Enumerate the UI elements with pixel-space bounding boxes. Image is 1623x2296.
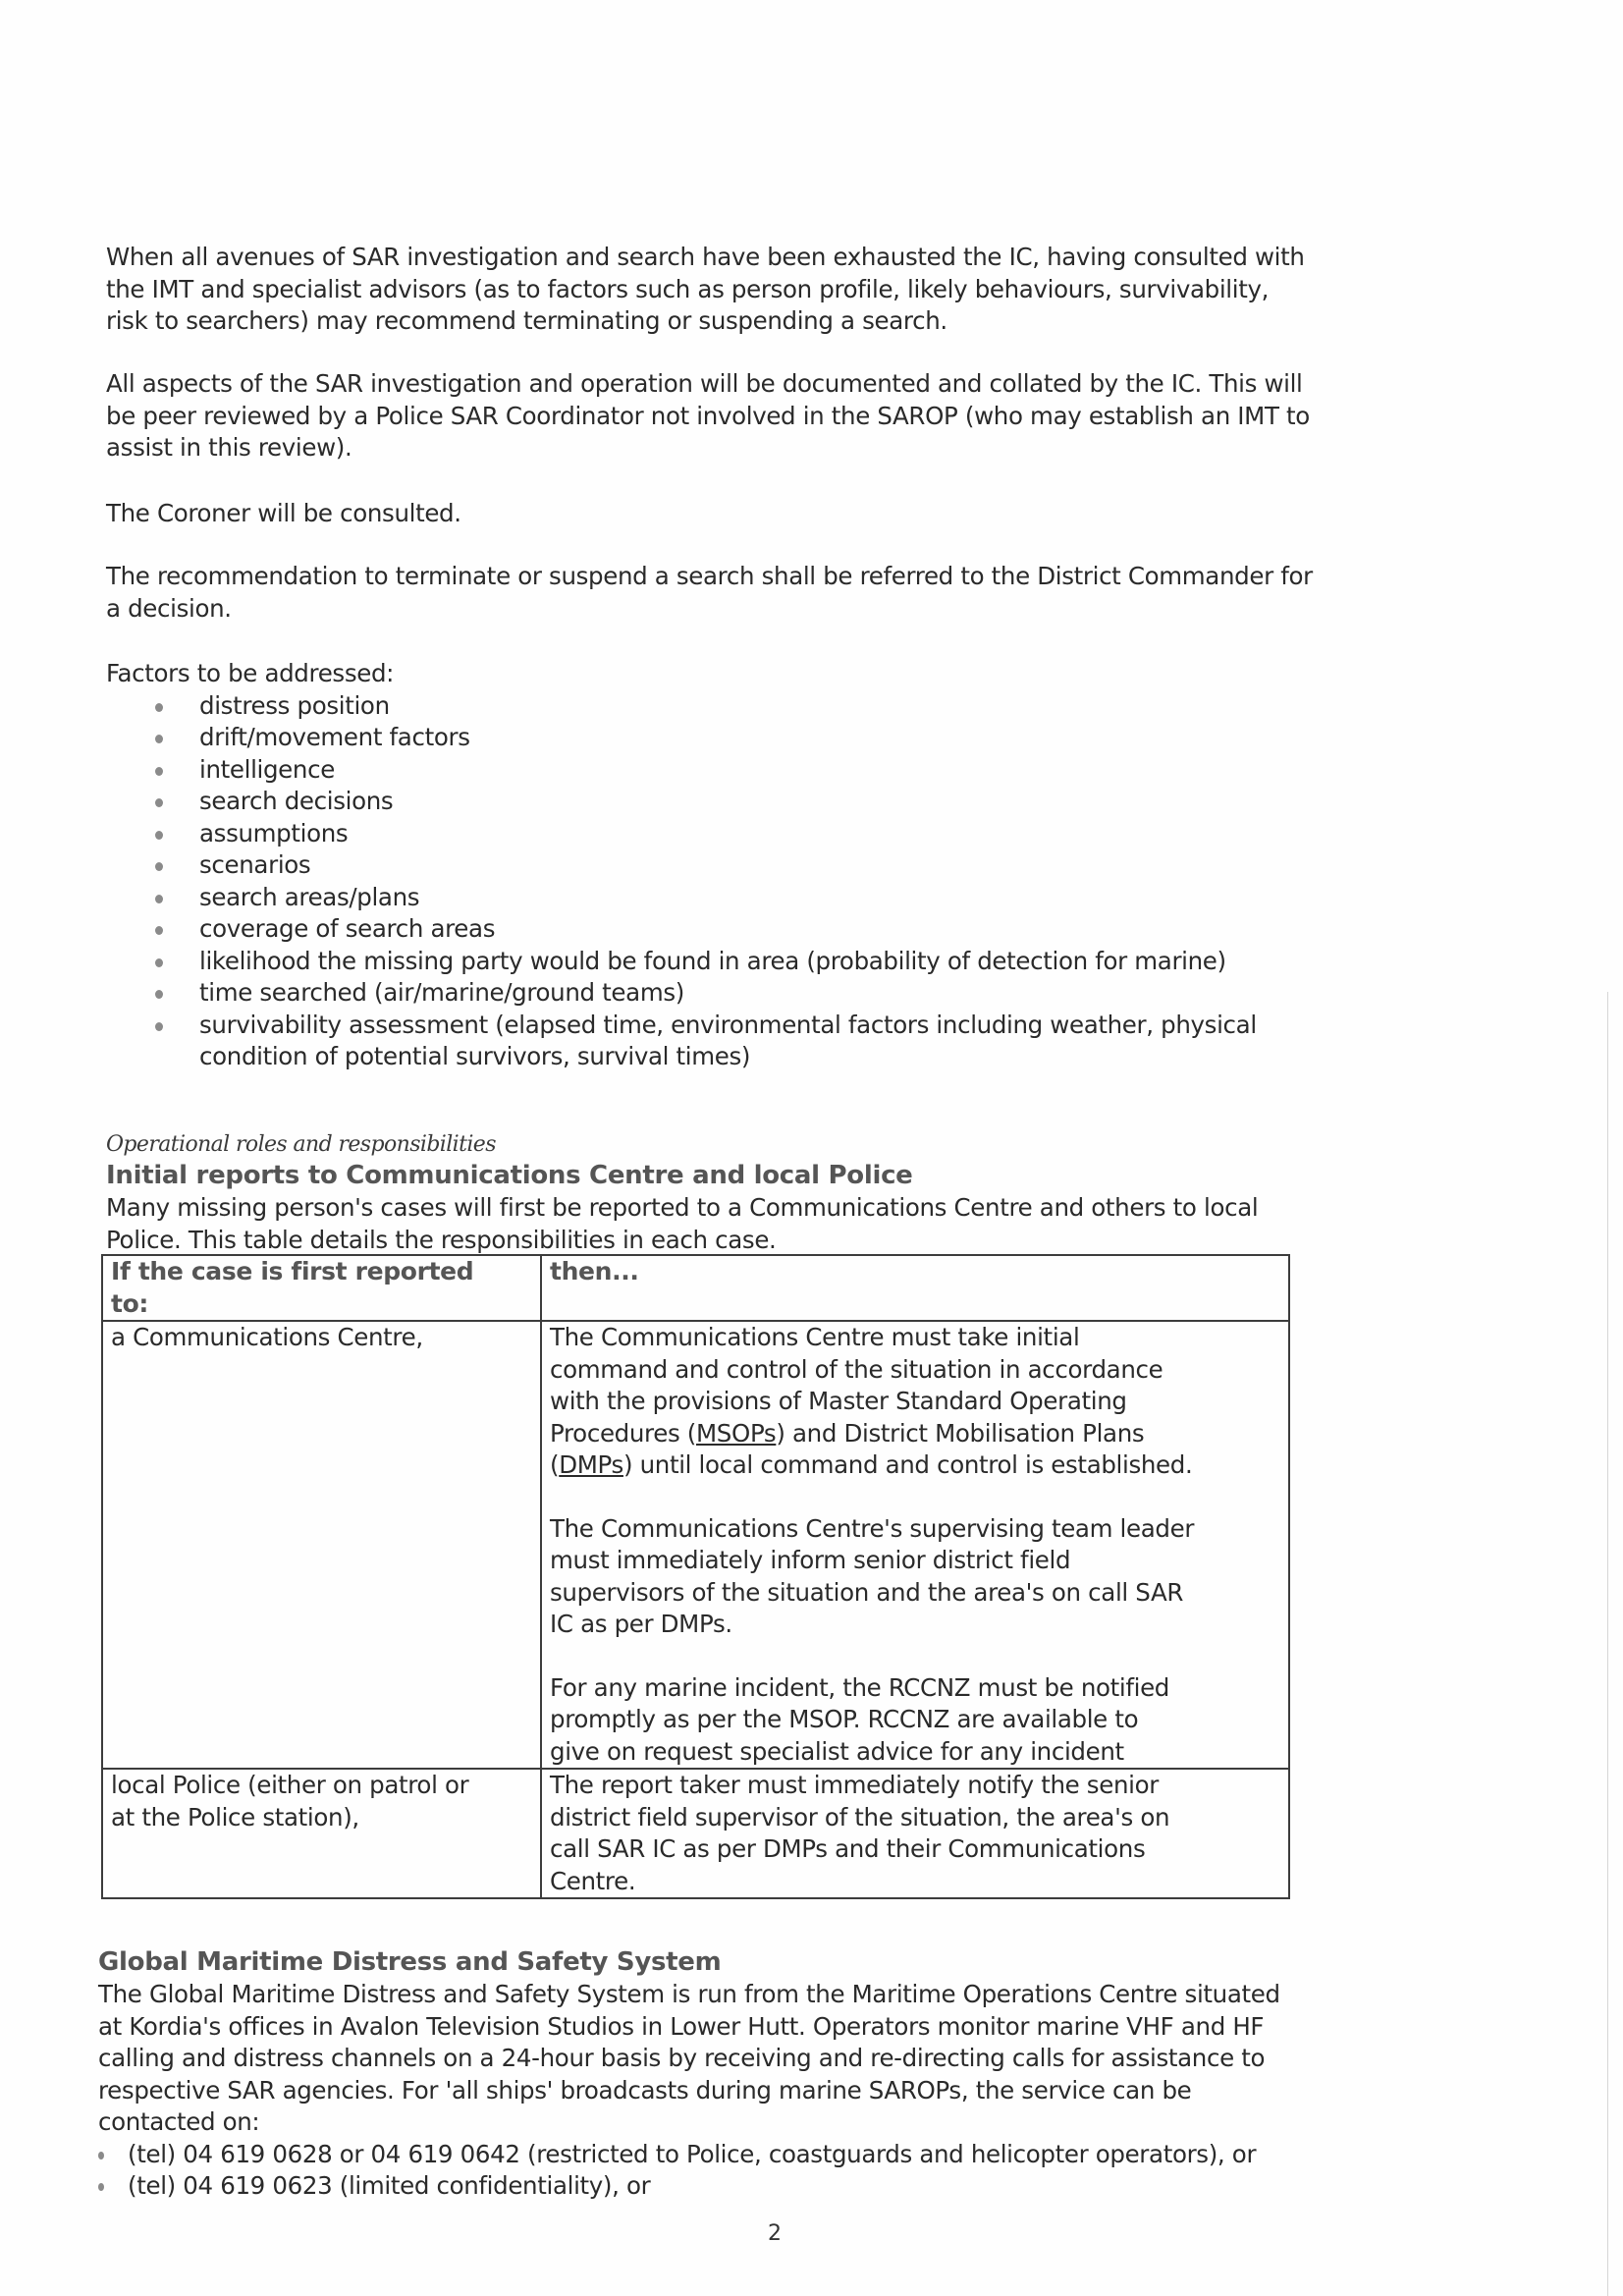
list-item-continuation: condition of potential survivors, survival times) (199, 1042, 751, 1070)
text-line: All aspects of the SAR investigation and operation will be documented and collated by the IC. This will (106, 369, 1303, 398)
list-item: drift/movement factors (106, 722, 1257, 754)
text-line: the IMT and specialist advisors (as to factors such as person profile, likely behaviours, survivability, (106, 274, 1270, 303)
bullet-icon (155, 862, 163, 871)
text-line: assist in this review). (106, 433, 352, 462)
column-header-then: then... (541, 1255, 1289, 1321)
list-item: search areas/plans (106, 882, 1257, 914)
list-item: (tel) 04 619 0623 (limited confidentiality), or (98, 2170, 1280, 2203)
text-line: contacted on: (98, 2107, 260, 2136)
heading-gmdss: Global Maritime Distress and Safety System (98, 1947, 722, 1977)
gmdss-body (98, 1979, 1280, 2203)
responsibilities-table (101, 1254, 1290, 1899)
text-line: The Coroner will be consulted. (106, 499, 461, 527)
list-item: time searched (air/marine/ground teams) (106, 977, 1257, 1010)
gmdss-contacts-list (98, 2139, 1280, 2203)
paragraph-documentation-review (106, 368, 1310, 465)
bullet-icon (98, 2152, 104, 2159)
text-line: The recommendation to terminate or suspend a search shall be referred to the District Commander for (106, 562, 1313, 590)
bullet-icon (155, 735, 163, 743)
list-item: intelligence (106, 754, 1257, 787)
scan-edge-line (1607, 992, 1608, 2296)
bullet-icon (155, 926, 163, 935)
bullet-icon (155, 895, 163, 903)
cell-reported-to: local Police (either on patrol or at the Police station), (102, 1769, 541, 1898)
column-header-reported-to: If the case is first reported to: (102, 1255, 541, 1321)
section-label: Operational roles and responsibilities (106, 1132, 496, 1157)
factors-list (106, 690, 1257, 1073)
table-row (102, 1321, 1289, 1769)
dmps-link[interactable]: DMPs (559, 1450, 623, 1479)
text-line: Many missing person's cases will first be reported to a Communications Centre and others to local (106, 1193, 1259, 1222)
bullet-icon (155, 703, 163, 712)
page-number: 2 (768, 2221, 782, 2246)
table-header-row (102, 1255, 1289, 1321)
text-line: calling and distress channels on a 24-hour basis by receiving and re-directing calls for assistance to (98, 2044, 1266, 2072)
text-line: be peer reviewed by a Police SAR Coordinator not involved in the SAROP (who may establish an IMT to (106, 401, 1310, 430)
list-item: coverage of search areas (106, 913, 1257, 946)
bullet-icon (155, 990, 163, 999)
heading-initial-reports: Initial reports to Communications Centre and local Police (106, 1161, 913, 1190)
bullet-icon (155, 958, 163, 967)
list-item: search decisions (106, 786, 1257, 818)
list-item: distress position (106, 690, 1257, 723)
text-line: The Global Maritime Distress and Safety System is run from the Maritime Operations Centre situated (98, 1980, 1280, 2008)
bullet-icon (155, 798, 163, 807)
paragraph-coroner (106, 498, 461, 530)
list-item: (tel) 04 619 0628 or 04 619 0642 (restricted to Police, coastguards and helicopter operators), or (98, 2139, 1280, 2171)
text-line: respective SAR agencies. For 'all ships' broadcasts during marine SAROPs, the service can be (98, 2075, 1192, 2105)
text-line: risk to searchers) may recommend terminating or suspending a search. (106, 306, 947, 335)
bullet-icon (155, 767, 163, 776)
msops-link[interactable]: MSOPs (696, 1418, 777, 1448)
list-item: scenarios (106, 849, 1257, 882)
table-row (102, 1769, 1289, 1898)
paragraph-recommendation (106, 561, 1313, 625)
cell-reported-to: a Communications Centre, (102, 1321, 541, 1769)
paragraph-termination-criteria (106, 242, 1305, 338)
cell-then: The Communications Centre must take initial command and control of the situation in accordance with the provisions of Master Standard Operating Procedures (MSOPs) and District Mobilisation Plans (DMPs) until local command and control is established. The Communications Centre's supervising team leader must immediately inform senior district field supervisors of the situation and the area's on call SAR IC as per DMPs. For any marine incident, the RCCNZ must be notified promptly as per the MSOP. RCCNZ are available to give on request specialist advice for any incident (541, 1321, 1289, 1769)
text-line: Police. This table details the responsibilities in each case. (106, 1225, 777, 1254)
text-line: a decision. (106, 593, 232, 623)
bullet-icon (98, 2183, 104, 2191)
factors-label: Factors to be addressed: (106, 659, 395, 687)
factors-section (106, 658, 1257, 1073)
list-item: likelihood the missing party would be found in area (probability of detection for marine) (106, 946, 1257, 978)
initial-reports-intro (106, 1192, 1258, 1256)
cell-then: The report taker must immediately notify the senior district field supervisor of the situation, the area's on call SAR IC as per DMPs and their Communications Centre. (541, 1769, 1289, 1898)
text-line: When all avenues of SAR investigation and search have been exhausted the IC, having consulted with (106, 243, 1305, 271)
text-line: at Kordia's offices in Avalon Television Studios in Lower Hutt. Operators monitor marine VHF and HF (98, 2011, 1265, 2041)
list-item: assumptions (106, 818, 1257, 850)
bullet-icon (155, 831, 163, 840)
list-item: survivability assessment (elapsed time, environmental factors including weather, physical (106, 1010, 1257, 1042)
bullet-icon (155, 1022, 163, 1031)
